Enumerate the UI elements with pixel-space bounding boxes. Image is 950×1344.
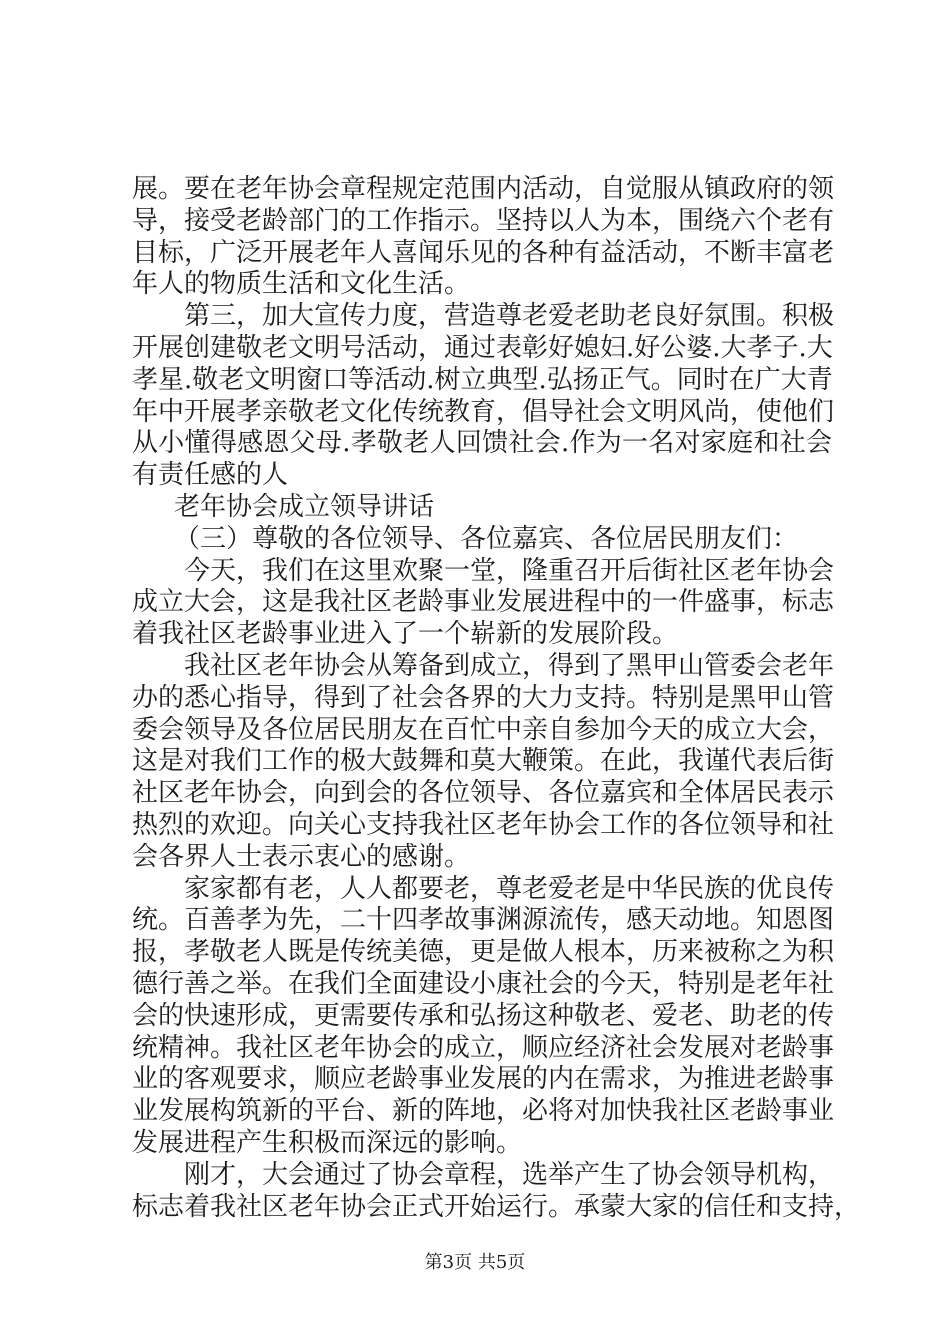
text-line: 老年协会成立领导讲话 — [174, 491, 435, 522]
text-line: 德行善之举。在我们全面建设小康社会的今天，特别是老年社 — [132, 968, 835, 999]
text-line: 第三，加大宣传力度，营造尊老爱老助老良好氛围。积极 — [184, 301, 835, 332]
page-number-label: 第3页 共5页 — [424, 1252, 526, 1273]
text-line: 报，孝敬老人既是传统美德，更是做人根本，历来被称之为积 — [132, 937, 835, 968]
text-line: 家家都有老，人人都要老，尊老爱老是中华民族的优良传 — [184, 873, 835, 904]
text-line: 孝星.敬老文明窗口等活动.树立典型.弘扬正气。同时在广大青 — [132, 364, 833, 395]
document-body — [132, 174, 861, 1223]
text-line: 社区老年协会，向到会的各位领导、各位嘉宾和全体居民表示 — [132, 778, 835, 809]
page-footer — [0, 1248, 950, 1274]
text-line: 年人的物质生活和文化生活。 — [132, 269, 471, 300]
text-line: 业发展构筑新的平台、新的阵地，必将对加快我社区老龄事业 — [132, 1096, 835, 1127]
text-line: 从小懂得感恩父母.孝敬老人回馈社会.作为一名对家庭和社会 — [132, 428, 832, 459]
text-line: 发展进程产生积极而深远的影响。 — [132, 1127, 523, 1158]
text-line: 着我社区老龄事业进入了一个崭新的发展阶段。 — [132, 619, 679, 650]
text-line: 目标，广泛开展老年人喜闻乐见的各种有益活动，不断丰富老 — [132, 237, 835, 268]
text-line: 委会领导及各位居民朋友在百忙中亲自参加今天的成立大会， — [132, 714, 835, 745]
text-line: 会各界人士表示衷心的感谢。 — [132, 841, 471, 872]
text-line: 统。百善孝为先，二十四孝故事渊源流传，感天动地。知恩图 — [132, 905, 835, 936]
text-line: 开展创建敬老文明号活动，通过表彰好媳妇.好公婆.大孝子.大 — [132, 332, 833, 363]
text-line: 有责任感的人 — [132, 460, 289, 491]
text-line: 业的客观要求，顺应老龄事业发展的内在需求，为推进老龄事 — [132, 1064, 835, 1095]
text-line: （三）尊敬的各位领导、各位嘉宾、各位居民朋友们： — [174, 523, 799, 554]
text-line: 标志着我社区老年协会正式开始运行。承蒙大家的信任和支持， — [132, 1191, 861, 1222]
text-line: 会的快速形成，更需要传承和弘扬这种敬老、爱老、助老的传 — [132, 1000, 835, 1031]
text-line: 我社区老年协会从筹备到成立，得到了黑甲山管委会老年 — [184, 650, 835, 681]
text-line: 热烈的欢迎。向关心支持我社区老年协会工作的各位领导和社 — [132, 809, 835, 840]
text-line: 刚才，大会通过了协会章程，选举产生了协会领导机构， — [184, 1159, 835, 1190]
text-line: 统精神。我社区老年协会的成立，顺应经济社会发展对老龄事 — [132, 1032, 835, 1063]
text-line: 这是对我们工作的极大鼓舞和莫大鞭策。在此，我谨代表后街 — [132, 746, 835, 777]
text-line: 导，接受老龄部门的工作指示。坚持以人为本，围绕六个老有 — [132, 205, 835, 236]
text-line: 展。要在老年协会章程规定范围内活动，自觉服从镇政府的领 — [132, 174, 835, 204]
text-line: 办的悉心指导，得到了社会各界的大力支持。特别是黑甲山管 — [132, 682, 835, 713]
text-line: 成立大会，这是我社区老龄事业发展进程中的一件盛事，标志 — [132, 587, 835, 618]
text-line: 今天，我们在这里欢聚一堂，隆重召开后街社区老年协会 — [184, 555, 835, 586]
text-line: 年中开展孝亲敬老文化传统教育，倡导社会文明风尚，使他们 — [132, 396, 835, 427]
